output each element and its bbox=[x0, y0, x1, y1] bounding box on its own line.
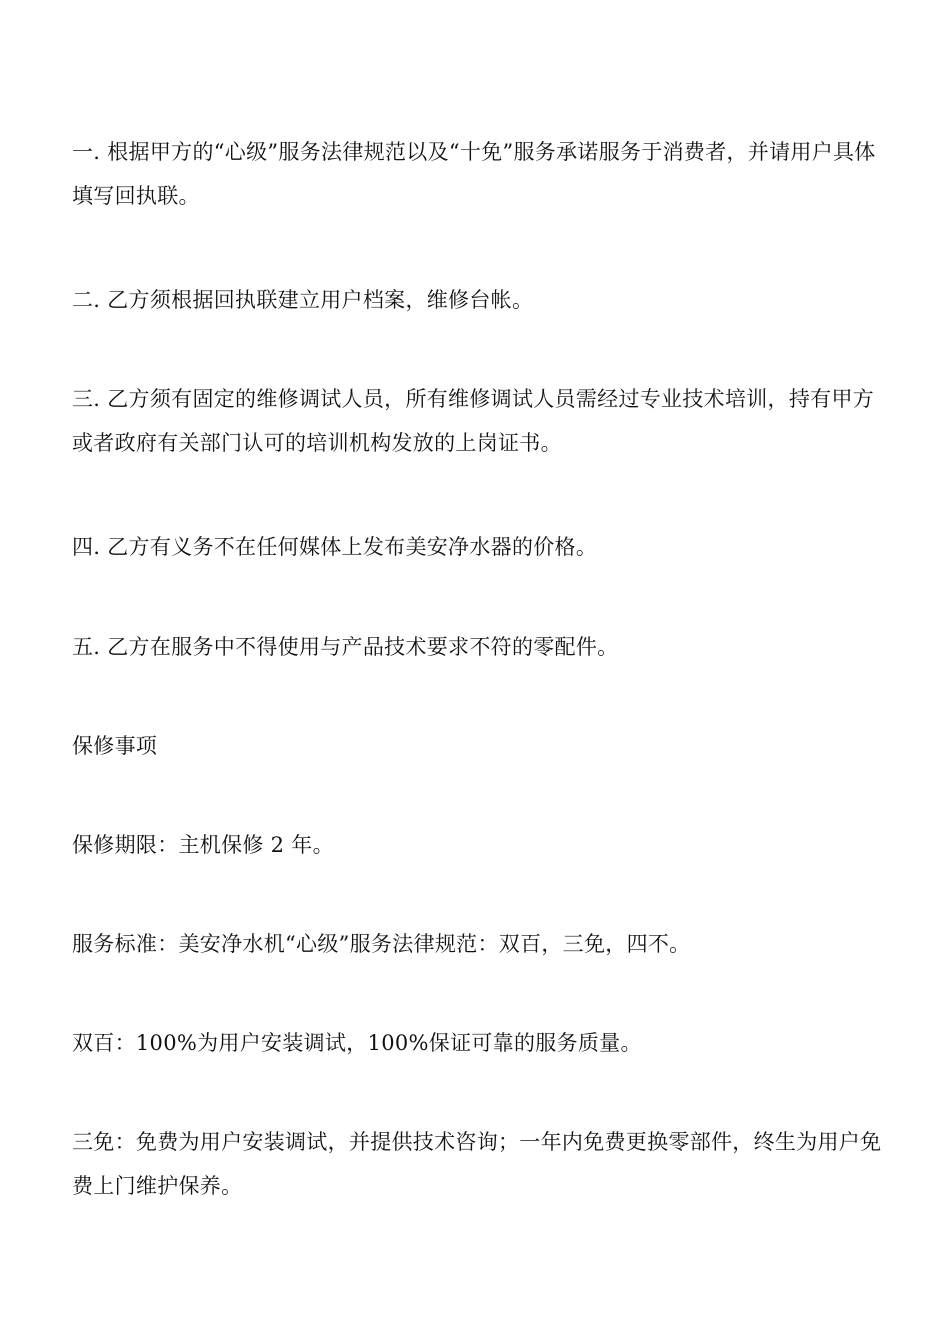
warranty-period: 保修期限：主机保修 2 年。 bbox=[72, 833, 334, 857]
double-hundred: 双百：100%为用户安装调试，100%保证可靠的服务质量。 bbox=[72, 1031, 642, 1055]
three-free: 三免：免费为用户安装调试，并提供技术咨询；一年内免费更换零部件，终生为用户免费上门维护保养。 bbox=[72, 1130, 882, 1198]
clause-four: 四. 乙方有义务不在任何媒体上发布美安净水器的价格。 bbox=[72, 535, 598, 559]
clause-five: 五. 乙方在服务中不得使用与产品技术要求不符的零配件。 bbox=[72, 635, 619, 659]
service-standard: 服务标准：美安净水机“心级”服务法律规范：双百，三免，四不。 bbox=[72, 932, 691, 956]
clause-two: 二. 乙方须根据回执联建立用户档案，维修台帐。 bbox=[72, 288, 534, 312]
clause-one: 一. 根据甲方的“心级”服务法律规范以及“十免”服务承诺服务于消费者，并请用户具体填写回执联。 bbox=[72, 140, 876, 208]
section-heading-warranty: 保修事项 bbox=[72, 734, 158, 758]
clause-three: 三. 乙方须有固定的维修调试人员，所有维修调试人员需经过专业技术培训，持有甲方或者政府有关部门认可的培训机构发放的上岗证书。 bbox=[72, 387, 875, 455]
